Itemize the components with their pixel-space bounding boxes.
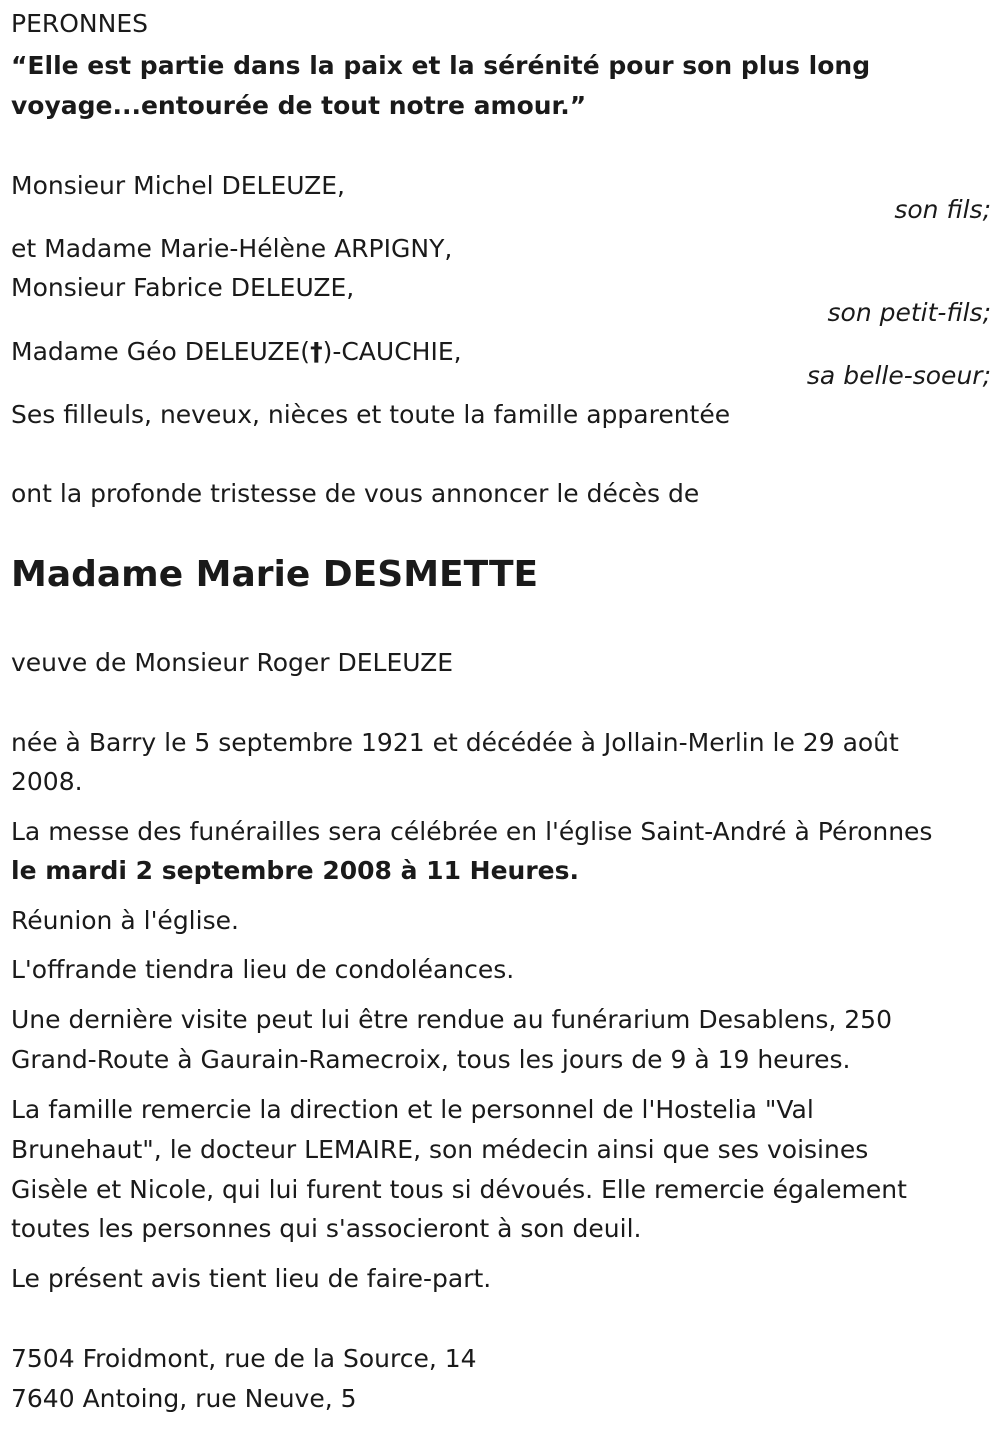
birth-death-line-2: 2008. xyxy=(11,767,83,796)
quote-line-2: voyage...entourée de tout notre amour.” xyxy=(11,91,587,120)
role-sister-in-law: sa belle-soeur; xyxy=(806,361,991,390)
location: PERONNES xyxy=(11,9,148,38)
role-son: son fils; xyxy=(894,195,991,224)
address-1: 7504 Froidmont, rue de la Source, 14 xyxy=(11,1344,477,1373)
thanks-line-1: La famille remercie la direction et le personnel de l'Hostelia "Val xyxy=(11,1095,814,1124)
family-marie-helene: et Madame Marie-Hélène ARPIGNY, xyxy=(11,234,453,263)
offering: L'offrande tiendra lieu de condoléances. xyxy=(11,955,515,984)
thanks-line-4: toutes les personnes qui s'associeront à son deuil. xyxy=(11,1214,642,1243)
family-fabrice: Monsieur Fabrice DELEUZE, xyxy=(11,273,355,302)
family-geo xyxy=(11,332,462,372)
birth-death-line-1: née à Barry le 5 septembre 1921 et décédée à Jollain-Merlin le 29 août xyxy=(11,728,899,757)
widow-of: veuve de Monsieur Roger DELEUZE xyxy=(11,648,454,677)
thanks-line-2: Brunehaut", le docteur LEMAIRE, son médecin ainsi que ses voisines xyxy=(11,1135,869,1164)
visit-line-2: Grand-Route à Gaurain-Ramecroix, tous les jours de 9 à 19 heures. xyxy=(11,1045,851,1074)
notice: Le présent avis tient lieu de faire-part. xyxy=(11,1264,492,1293)
mass-line-2: le mardi 2 septembre 2008 à 11 Heures. xyxy=(11,856,580,885)
role-grandson: son petit-fils; xyxy=(827,298,991,327)
quote-line-1: “Elle est partie dans la paix et la sérénité pour son plus long xyxy=(11,51,871,80)
family-geo-name-end: )-CAUCHIE, xyxy=(322,337,462,366)
family-michel: Monsieur Michel DELEUZE, xyxy=(11,171,346,200)
visit-line-1: Une dernière visite peut lui être rendue au funérarium Desablens, 250 xyxy=(11,1005,892,1034)
cross-icon: † xyxy=(310,337,323,366)
family-geo-name-start: Madame Géo DELEUZE( xyxy=(11,337,311,366)
announcement: ont la profonde tristesse de vous annoncer le décès de xyxy=(11,479,700,508)
mass-line-1: La messe des funérailles sera célébrée en l'église Saint-André à Péronnes xyxy=(11,817,933,846)
thanks-line-3: Gisèle et Nicole, qui lui furent tous si dévoués. Elle remercie également xyxy=(11,1175,907,1204)
family-others: Ses filleuls, neveux, nièces et toute la famille apparentée xyxy=(11,400,731,429)
meeting: Réunion à l'église. xyxy=(11,906,239,935)
deceased-name: Madame Marie DESMETTE xyxy=(11,554,539,595)
address-2: 7640 Antoing, rue Neuve, 5 xyxy=(11,1384,357,1413)
